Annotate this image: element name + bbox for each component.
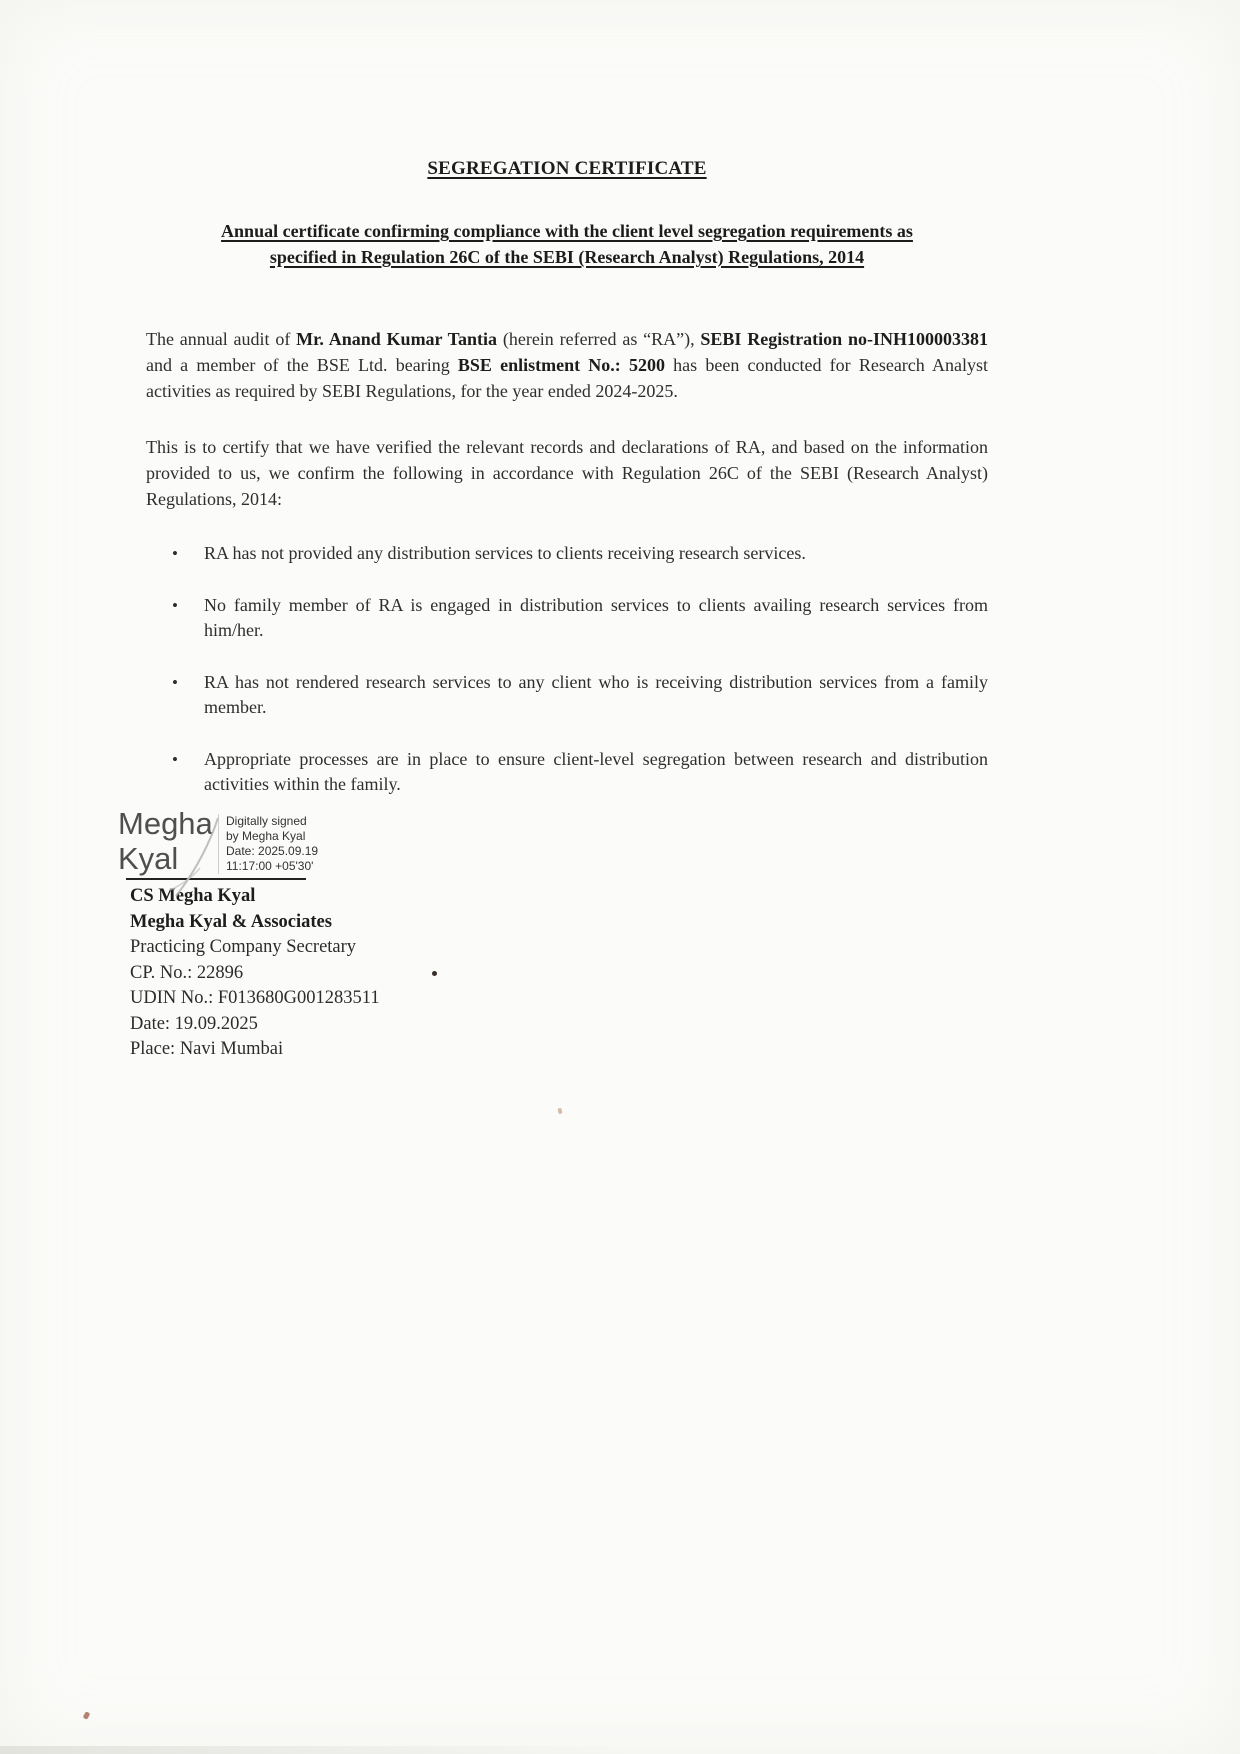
- subtitle-line-1: Annual certificate confirming compliance with the client level segregation requirements as: [221, 221, 913, 241]
- document-subtitle: [146, 218, 988, 270]
- scan-edge-shadow: [0, 1746, 640, 1754]
- digital-signature-stamp: [118, 806, 578, 876]
- signer-cp-number: CP. No.: 22896: [130, 962, 244, 983]
- bullet-list: [146, 541, 988, 797]
- signer-designation: Practicing Company Secretary: [130, 937, 357, 957]
- digital-note-line-2: by Megha Kyal: [226, 829, 306, 843]
- bullet-item: [146, 670, 988, 720]
- digital-note-line-1: Digitally signed: [226, 814, 307, 828]
- stamp-name-line-1: Megha: [118, 806, 213, 841]
- certificate-body: [146, 158, 988, 824]
- signer-udin: UDIN No.: F013680G001283511: [130, 988, 380, 1008]
- bullet-item: [146, 747, 988, 797]
- bullet-text: No family member of RA is engaged in distribution services to clients availing research services from him/her.: [204, 595, 988, 640]
- signature-date: Date: 19.09.2025: [130, 1013, 258, 1034]
- scan-speck: [83, 1711, 91, 1720]
- signer-firm: Megha Kyal & Associates: [130, 911, 332, 932]
- document-title-text: SEGREGATION CERTIFICATE: [427, 158, 707, 179]
- bullet-marker-icon: •: [172, 673, 178, 692]
- bullet-item: [146, 541, 988, 566]
- stray-ink-dot: [432, 971, 437, 976]
- stamp-name-line-2: Kyal: [118, 841, 179, 876]
- bullet-marker-icon: •: [172, 544, 178, 563]
- signer-name: CS Megha Kyal: [130, 886, 256, 906]
- signature-stamp-name: [118, 806, 218, 876]
- document-title: [146, 158, 988, 180]
- digital-note-line-3: Date: 2025.09.19: [226, 844, 319, 858]
- digital-note-line-4: 11:17:00 +05'30': [226, 859, 314, 873]
- scan-speck: [557, 1108, 562, 1115]
- paragraph-certification-statement: This is to certify that we have verified the relevant records and declarations of RA, and based on the information provided to us, we confirm the following in accordance with Regulation 26C of the SEBI (Research Analyst) Regulations, 2014:: [146, 437, 988, 509]
- paragraph-audit-statement: The annual audit of Mr. Anand Kumar Tantia (herein referred as “RA”), SEBI Registration no-INH100003381 and a member of the BSE Ltd. bearing BSE enlistment No.: 5200 has been conducted for Research Analyst activities as required by SEBI Regulations, for the year ended 2024-2025.: [146, 329, 988, 401]
- signer-details: [130, 884, 578, 1063]
- signature-block: [118, 806, 578, 1063]
- bullet-text: Appropriate processes are in place to ensure client-level segregation between research and distribution activities within the family.: [204, 749, 988, 794]
- bullet-marker-icon: •: [172, 750, 178, 769]
- bullet-item: [146, 593, 988, 643]
- subtitle-line-2: specified in Regulation 26C of the SEBI (Research Analyst) Regulations, 2014: [269, 247, 865, 267]
- bullet-text: RA has not provided any distribution services to clients receiving research services.: [204, 543, 806, 563]
- digital-signature-note: [218, 814, 318, 874]
- signature-rule-line: [126, 878, 306, 880]
- bullet-marker-icon: •: [172, 596, 178, 615]
- bullet-text: RA has not rendered research services to any client who is receiving distribution services from a family member.: [204, 672, 988, 717]
- signature-place: Place: Navi Mumbai: [130, 1039, 284, 1059]
